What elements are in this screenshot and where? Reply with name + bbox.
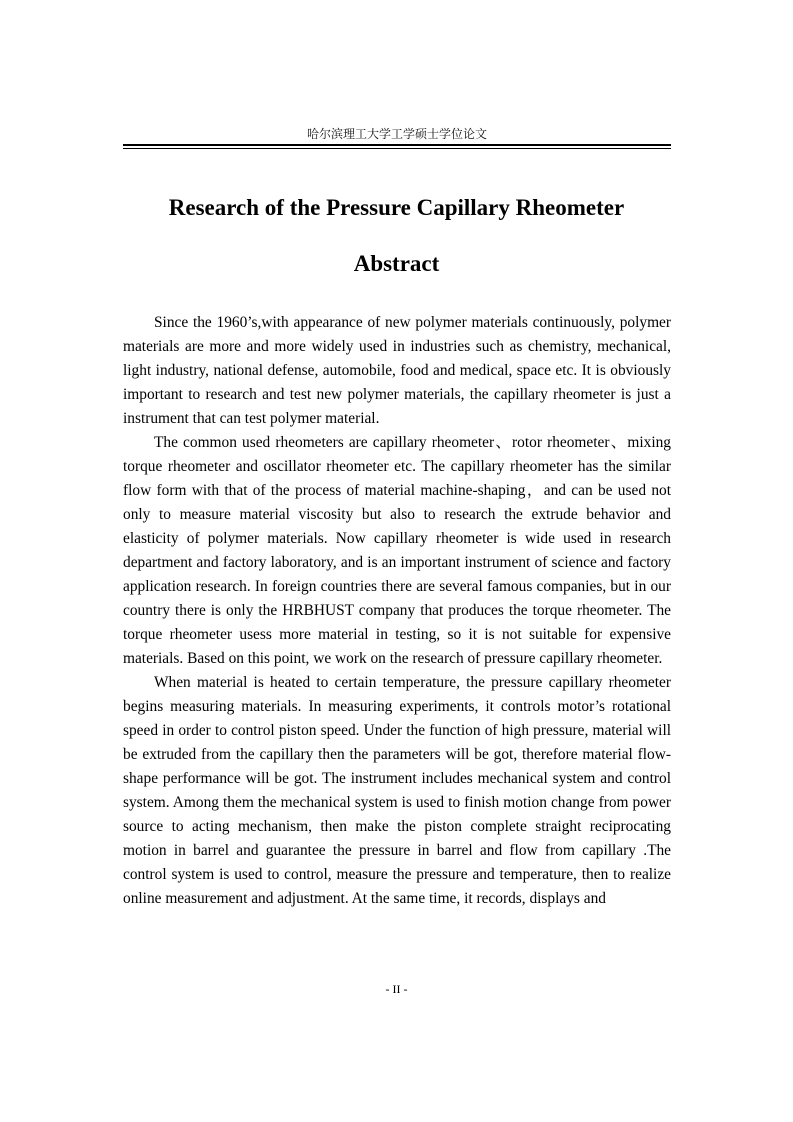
abstract-body — [123, 311, 671, 911]
document-title: Research of the Pressure Capillary Rheometer — [168, 195, 625, 220]
header-rule-thin — [123, 148, 671, 149]
abstract-paragraph-3: When material is heated to certain temperature, the pressure capillary rheometer begins measuring materials. In measuring experiments, it controls motor’s rotational speed in order to control piston speed. Under the function of high pressure, material will be extruded from the capillary then the parameters will be got, therefore material flow-shape performance will be got. The instrument includes mechanical system and control system. Among them the mechanical system is used to finish motion change from power source to acting mechanism, then make the piston complete straight reciprocating motion in barrel and guarantee the pressure in barrel and flow from capillary .The control system is used to control, measure the pressure and temperature, then to realize online measurement and adjustment. At the same time, it records, displays and — [123, 674, 671, 907]
abstract-heading: Abstract — [353, 251, 440, 276]
page-number: - II - — [385, 982, 408, 996]
running-header: 哈尔滨理工大学工学硕士学位论文 — [306, 127, 487, 141]
abstract-paragraph-1: Since the 1960’s,with appearance of new polymer materials continuously, polymer materials are more and more widely used in industries such as chemistry, mechanical, light industry, national defense, automobile, food and medical, space etc. It is obviously important to research and test new polymer materials, the capillary rheometer is just a instrument that can test polymer material. — [123, 314, 671, 427]
abstract-paragraph-2: The common used rheometers are capillary rheometer、rotor rheometer、mixing torque rheometer and oscillator rheometer etc. The capillary rheometer has the similar flow form with that of the process of material machine-shaping，and can be used not only to measure material viscosity but also to research the extrude behavior and elasticity of polymer materials. Now capillary rheometer is wide used in research department and factory laboratory, and is an important instrument of science and factory application research. In foreign countries there are several famous companies, but in our country there is only the HRBHUST company that produces the torque rheometer. The torque rheometer usess more material in testing, so it is not suitable for expensive materials. Based on this point, we work on the research of pressure capillary rheometer. — [123, 434, 671, 667]
header-rule-thick — [123, 144, 671, 146]
